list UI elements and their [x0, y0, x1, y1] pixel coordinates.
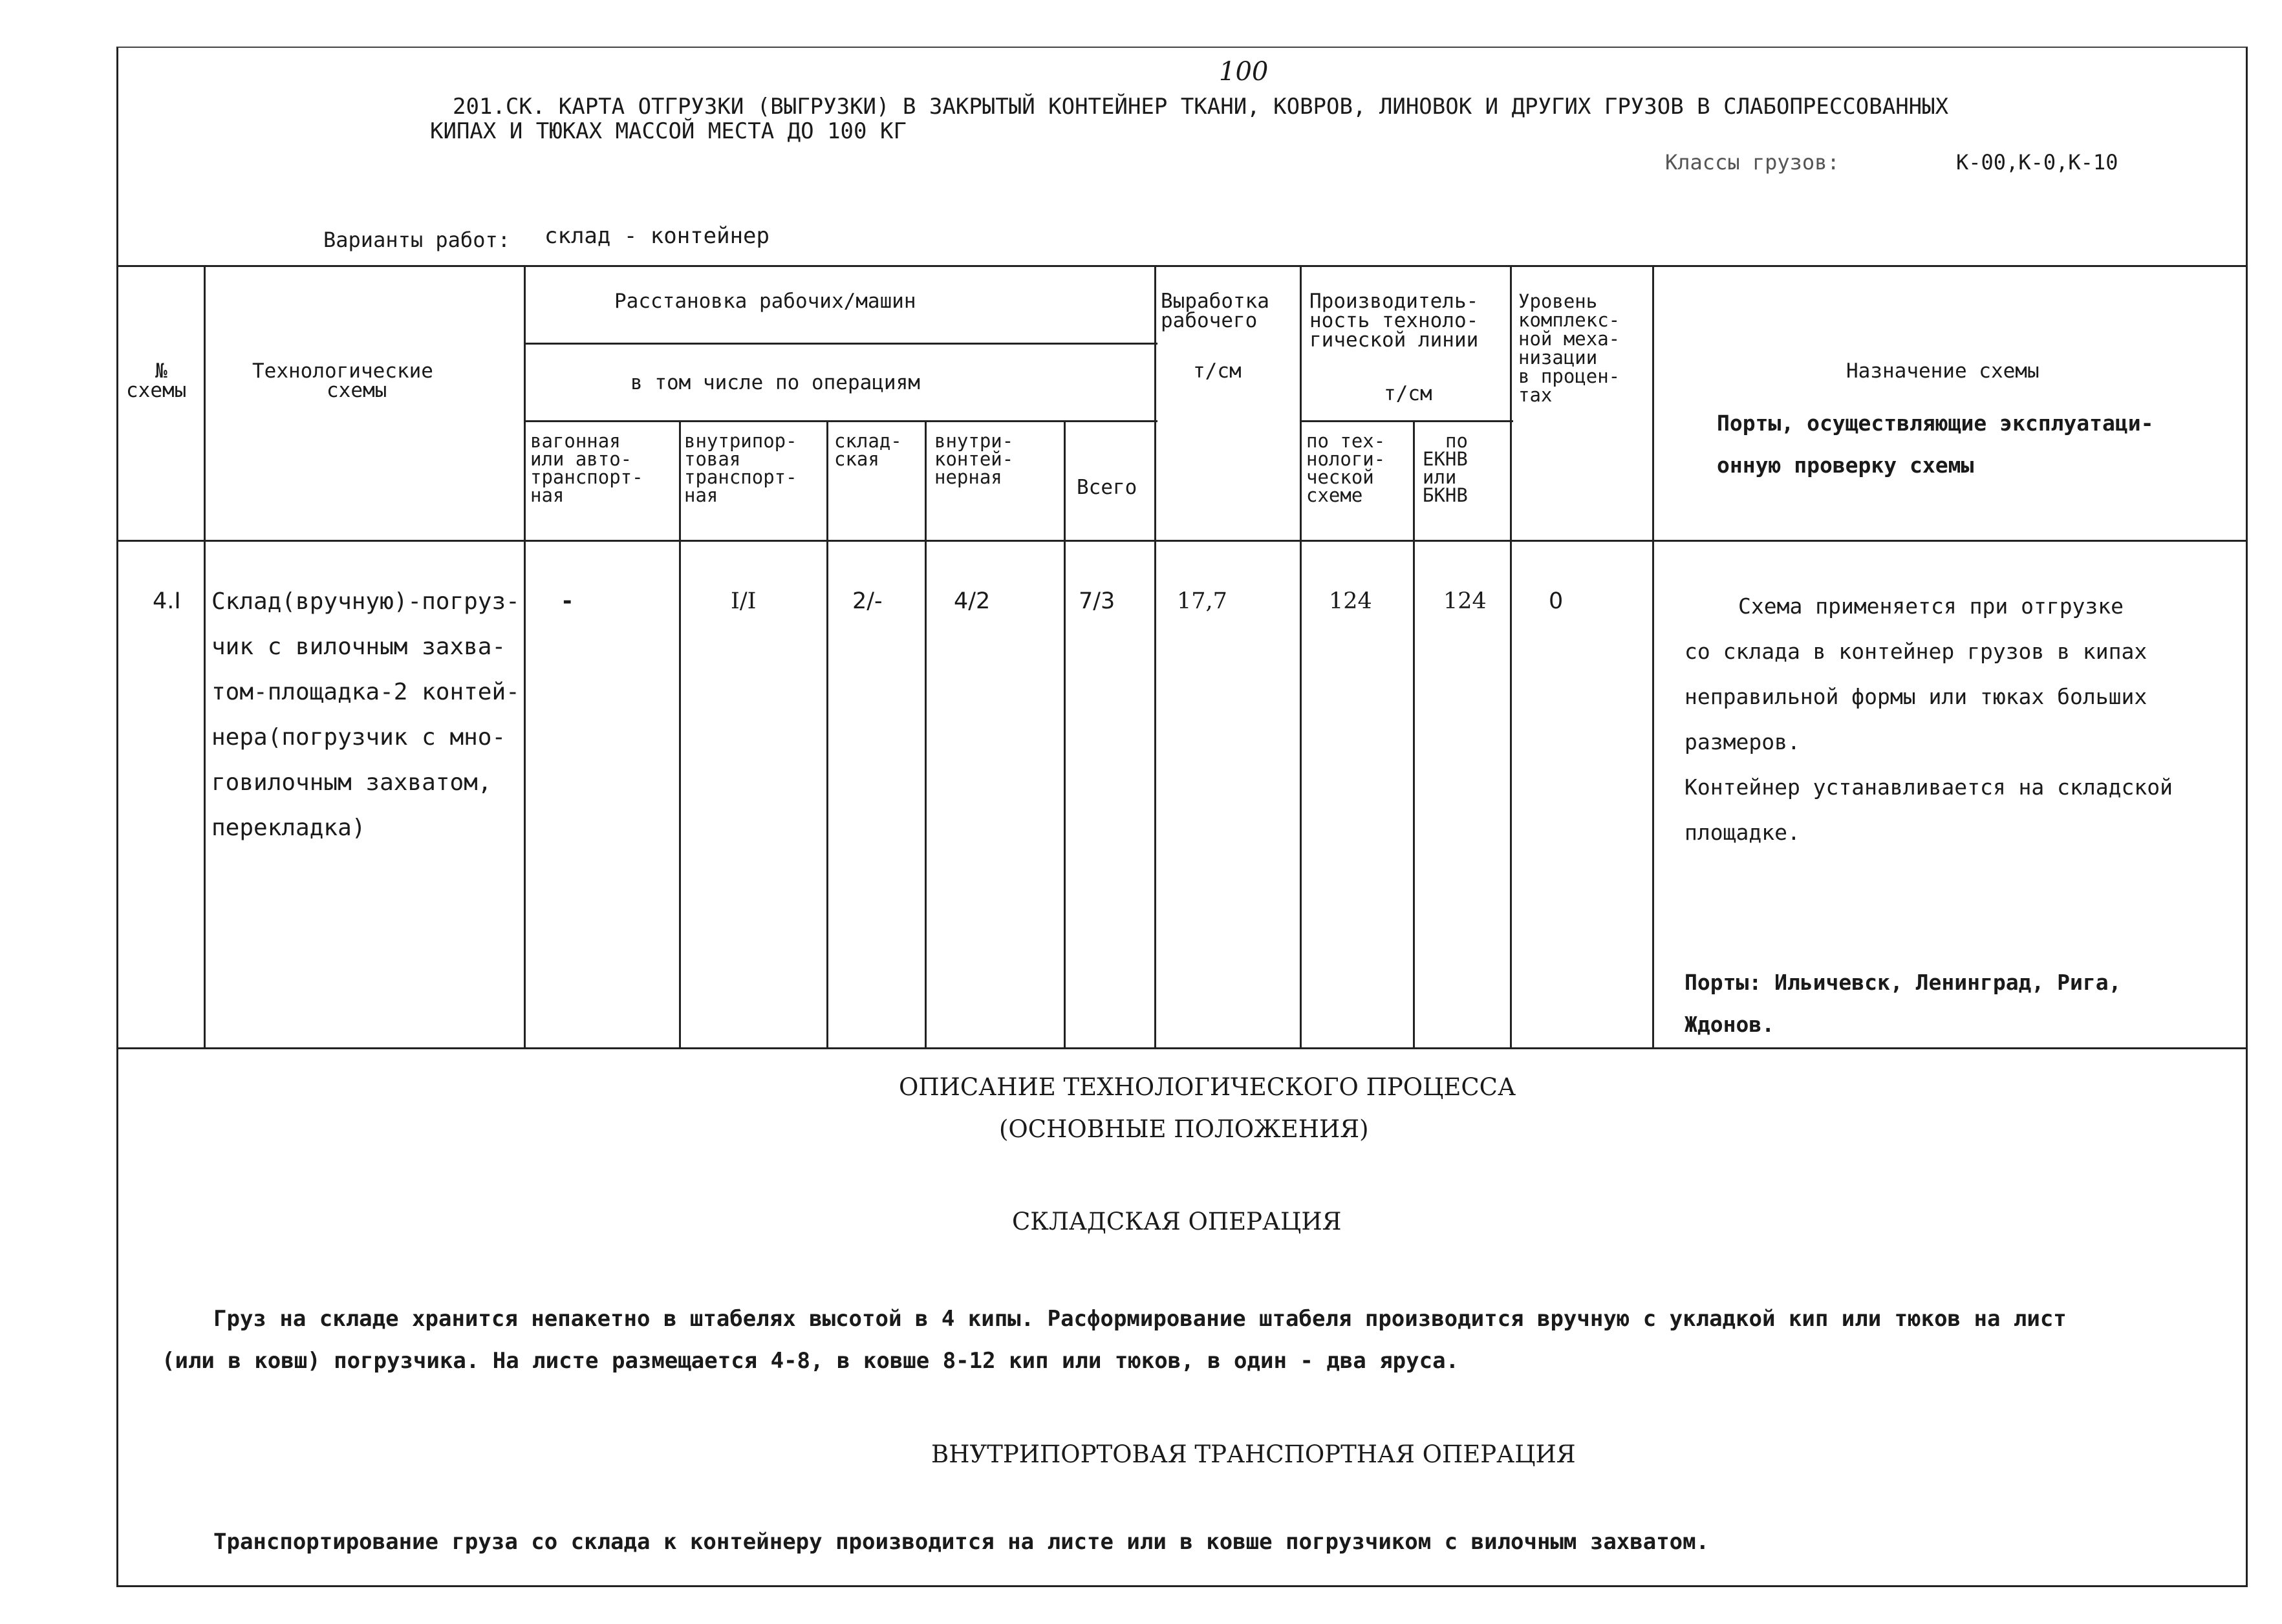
section-warehouse-title: СКЛАДСКАЯ ОПЕРАЦИЯ	[1012, 1208, 1342, 1235]
row-intraport: I/I	[731, 588, 757, 614]
sub-header-line-1	[524, 343, 1157, 345]
header-prod-eknv-2: ЕКНВ	[1423, 448, 1468, 470]
table-bottom-border	[116, 1047, 2246, 1049]
header-mech-5: в процен-	[1518, 365, 1620, 387]
header-intracontainer-1: внутри-	[934, 430, 1014, 452]
row-purpose-line: Схема применяется при отгрузке	[1738, 593, 2124, 619]
header-wagon-2: или авто-	[530, 448, 632, 470]
row-ports-line: Порты: Ильичевск, Ленинград, Рига,	[1685, 970, 2122, 995]
header-purpose-1: Назначение схемы	[1846, 359, 2040, 383]
title-line-2: КИПАХ И ТЮКАХ МАССОЙ МЕСТА ДО 100 КГ	[430, 118, 907, 144]
variant-label: Варианты работ:	[323, 228, 510, 252]
header-mech-3: ной меха-	[1518, 328, 1620, 350]
col-divider	[679, 420, 681, 1049]
row-mechanization: 0	[1549, 588, 1564, 614]
header-intracontainer-2: контей-	[934, 448, 1014, 470]
header-productivity-3: гической линии	[1309, 328, 1479, 352]
row-wagon: -	[563, 588, 572, 614]
header-mech-1: Уровень	[1518, 290, 1598, 312]
header-total: Всего	[1077, 476, 1137, 499]
col-divider	[1154, 265, 1156, 1049]
variant-value: склад - контейнер	[544, 223, 770, 249]
row-total: 7/3	[1079, 588, 1115, 614]
row-scheme-line: нера(погрузчик с мно-	[211, 724, 506, 751]
row-prod-tech: 124	[1329, 588, 1372, 614]
section-transport-text-1: Транспортирование груза со склада к контейнеру производится на листе или в ковше погрузчиком с вилочным захватом.	[213, 1529, 1710, 1555]
header-prod-eknv-1: по	[1445, 430, 1468, 452]
header-scheme-no-1: №	[155, 359, 167, 383]
header-scheme-no-2: схемы	[126, 379, 187, 402]
col-divider	[1510, 265, 1512, 1049]
description-subheading: (ОСНОВНЫЕ ПОЛОЖЕНИЯ)	[999, 1115, 1369, 1143]
col-divider	[204, 265, 206, 1049]
header-mech-6: тах	[1518, 384, 1553, 406]
col-divider	[925, 420, 927, 1049]
row-scheme-line: перекладка)	[211, 815, 366, 841]
header-wagon-4: ная	[530, 484, 565, 506]
row-prod-eknv: 124	[1443, 588, 1487, 614]
header-intraport-1: внутрипор-	[684, 430, 797, 452]
row-scheme-line: Склад(вручную)-погруз-	[211, 588, 520, 615]
header-warehouse-1: склад-	[834, 430, 902, 452]
header-prod-eknv-3: или	[1423, 466, 1457, 488]
row-warehouse: 2/-	[852, 588, 883, 614]
section-warehouse-text-1: Груз на складе хранится непакетно в штабелях высотой в 4 кипы. Расформирование штабеля производится вручную с укладкой кип или тюков на лист	[213, 1306, 2067, 1332]
header-tech-schemes-1: Технологические	[252, 359, 433, 383]
row-scheme-line: чик с вилочным захва-	[211, 634, 506, 660]
header-output-2: рабочего	[1161, 309, 1258, 332]
header-intracontainer-3: нерная	[934, 466, 1002, 488]
description-heading: ОПИСАНИЕ ТЕХНОЛОГИЧЕСКОГО ПРОЦЕССА	[899, 1073, 1516, 1101]
header-warehouse-2: ская	[834, 448, 879, 470]
col-divider	[1413, 420, 1415, 1049]
section-warehouse-text-2: (или в ковш) погрузчика. На листе размещается 4-8, в ковше 8-12 кип или тюков, в один - два яруса.	[162, 1348, 1459, 1374]
title-line-1: 201.СК. КАРТА ОТГРУЗКИ (ВЫГРУЗКИ) В ЗАКРЫТЫЙ КОНТЕЙНЕР ТКАНИ, КОВРОВ, ЛИНОВОК И ДРУГИХ ГРУЗОВ В СЛАБОПРЕССОВАННЫХ	[453, 94, 1949, 120]
cargo-class-value: К-00,К-0,К-10	[1956, 150, 2118, 175]
section-transport-title: ВНУТРИПОРТОВАЯ ТРАНСПОРТНАЯ ОПЕРАЦИЯ	[931, 1440, 1576, 1468]
col-divider	[1300, 265, 1302, 1049]
header-output-3: т/см	[1193, 359, 1242, 383]
row-purpose-line: со склада в контейнер грузов в кипах	[1685, 639, 2147, 664]
row-scheme-no: 4.I	[153, 588, 181, 614]
header-productivity-1: Производитель-	[1309, 290, 1479, 313]
col-divider	[1652, 265, 1654, 1049]
header-bottom-border	[116, 540, 2246, 542]
cargo-class-label: Классы грузов:	[1665, 150, 1840, 175]
header-tech-schemes-2: схемы	[327, 379, 387, 402]
sub-header-line-2	[524, 420, 1157, 422]
header-productivity-2: ность техноло-	[1309, 309, 1479, 332]
row-purpose-line: неправильной формы или тюках больших	[1685, 684, 2147, 709]
header-mech-4: низации	[1518, 347, 1598, 369]
header-wagon-3: транспорт-	[530, 466, 643, 488]
header-intraport-2: товая	[684, 448, 741, 470]
row-purpose-line: площадке.	[1685, 820, 1800, 845]
header-purpose-2: Порты, осуществляющие эксплуатаци-	[1717, 411, 2154, 436]
header-prod-eknv-4: БКНВ	[1423, 484, 1468, 506]
row-purpose-line: Контейнер устанавливается на складской	[1685, 775, 2173, 800]
header-productivity-4: т/см	[1384, 382, 1432, 405]
header-intraport-3: транспорт-	[684, 466, 797, 488]
header-prod-tech-2: нологи-	[1306, 448, 1386, 470]
page-number: 100	[1219, 57, 1269, 87]
header-prod-tech-1: по тех-	[1306, 430, 1386, 452]
header-mech-2: комплекс-	[1518, 309, 1620, 331]
header-prod-tech-4: схеме	[1306, 484, 1363, 506]
header-purpose-3: онную проверку схемы	[1717, 453, 1974, 478]
row-ports-line: Ждонов.	[1685, 1012, 1775, 1037]
prod-sub-line	[1300, 420, 1513, 422]
header-prod-tech-3: ческой	[1306, 466, 1374, 488]
table-top-border	[116, 265, 2246, 267]
row-purpose-line: размеров.	[1685, 729, 1800, 754]
header-wagon-1: вагонная	[530, 430, 621, 452]
row-output: 17,7	[1177, 588, 1227, 614]
header-by-operation: в том числе по операциям	[630, 371, 920, 394]
col-divider	[524, 265, 526, 1049]
row-scheme-line: том-площадка-2 контей-	[211, 679, 520, 705]
row-intracontainer: 4/2	[954, 588, 991, 614]
header-placement: Расстановка рабочих/машин	[614, 290, 916, 313]
row-scheme-line: говилочным захватом,	[211, 769, 492, 796]
col-divider	[1064, 420, 1066, 1049]
col-divider	[826, 420, 828, 1049]
header-intraport-4: ная	[684, 484, 718, 506]
header-output-1: Выработка	[1161, 290, 1269, 313]
